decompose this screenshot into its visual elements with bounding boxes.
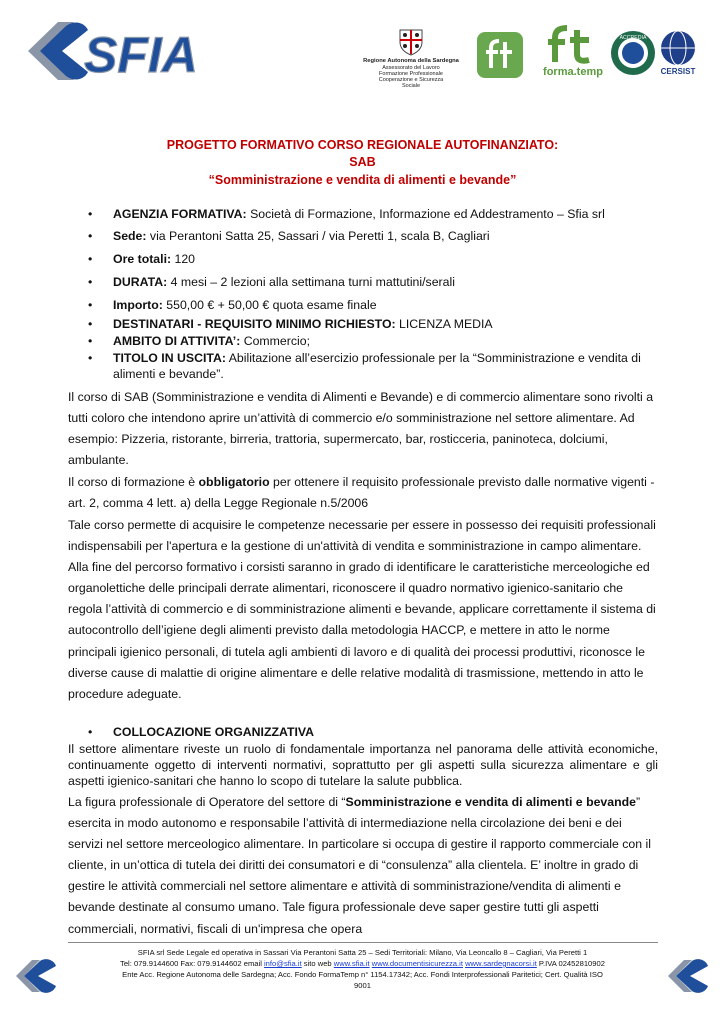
bullet-icon: • <box>88 317 93 331</box>
footer-address: SFIA srl Sede Legale ed operativa in Sassari Via Perantoni Satta 25 – Sedi Territoriali: Milano, Via Leoncallo 8 – Cagliari, Via Peretti 1 <box>137 948 588 957</box>
ras-logo <box>355 28 467 90</box>
bullet-icon: • <box>88 229 93 243</box>
footer-web-link-sfia[interactable]: www.sfia.it <box>333 959 370 968</box>
bullet-icon: • <box>88 351 93 365</box>
footer-sfia-right-icon <box>664 952 712 1000</box>
accredia-seal-icon <box>610 30 656 76</box>
intro-paragraph: Il corso di SAB (Somministrazione e vendita di Alimenti e Bevande) e di commercio alimentare sono rivolti a tutti coloro che intendono aprire un’attività di commercio e/o somministrazione nel settore alimentare. Ad esempio: Pizzeria, ristorante, birreria, trattoria, supermercato, bar, rosticceria, paninoteca, dolciumi, ambulante. <box>68 390 654 468</box>
bullet-icon: • <box>88 275 93 289</box>
footer-sfia-left-icon <box>12 952 60 1000</box>
title-line-3: “Somministrazione e vendita di alimenti e bevande” <box>208 173 517 187</box>
formatemp-icon <box>543 24 603 64</box>
ras-subtitle: Assessorato del Lavoro Formazione Professionale Cooperazione e Sicurezza Sociale <box>378 65 444 89</box>
requirement-paragraph: Il corso di formazione è obbligatorio per ottenere il requisito professionale previsto dalle normative vigenti - art. 2, comma 4 lett. a) della Legge Regionale n.5/2006 <box>68 475 655 511</box>
formatemp-logo <box>540 24 606 86</box>
ras-title: Regione Autonoma della Sardegna <box>363 58 459 64</box>
footer-web-link-documentisicurezza[interactable]: www.documentisicurezza.it <box>371 959 463 968</box>
footer-web-link-sardegnacorsi[interactable]: www.sardegnacorsi.it <box>465 959 537 968</box>
accredia-text: ACCREDIA <box>619 35 647 41</box>
footer-email-link[interactable]: info@sfia.it <box>264 959 302 968</box>
footer-divider <box>68 942 658 943</box>
collocazione-heading: COLLOCAZIONE ORGANIZZATIVA <box>113 725 315 739</box>
ft-logo <box>477 32 523 78</box>
ras-shield-icon <box>398 28 424 56</box>
course-info-list: • AGENZIA FORMATIVA: Società di Formazione, Informazione ed Addestramento – Sfia srl • Sede: via Perantoni Satta 25, Sassari / via Peretti 1, scala B, Cagliari • Ore totali: 120 • DURATA: 4 mesi – 2 lezioni alla settimana turni mattutini/serali • Importo: 550,00 € + 50,00 € quota esame finale • DESTINATARI - REQUISITO MINIMO RICHIESTO: LICENZA MEDIA • AMBITO DI ATTIVITA’: Commercio; • TITOLO IN USCITA: Abilitazione all’esercizio professionale per la “Somministrazione e vendita di alimenti e bevande”. <box>88 207 641 381</box>
footer-iso: 9001 <box>354 981 371 990</box>
cersist-globe-icon <box>660 30 696 66</box>
profile-paragraph: La figura professionale di Operatore del settore di “Somministrazione e vendita di alimenti e bevande” esercita in modo autonomo e responsabile l’attività di intermediazione nella circolazione dei beni e dei servizi nel settore merceologico alimentare. In particolare si occupa di gestire il rapporto commerciale con il cliente, in un’ottica di tutela dei diritti dei consumatori e di “consulenza” alla clientela. E’ inoltre in grado di gestire le attività commerciali nel settore alimentare e attività di somministrazione/vendita di alimenti e bevande destinate al consumo umano. Tale figura professionale deve saper gestire tutti gli aspetti commerciali, normativi, fiscali di un'impresa che opera <box>68 795 651 935</box>
bullet-icon: • <box>88 207 93 221</box>
formatemp-text: forma.temp <box>543 66 603 78</box>
footer-accreditations: Ente Acc. Regione Autonoma delle Sardegna; Acc. Fondo FormaTemp n° 1154.17342; Acc. Fondi Interprofessionali Paritetici; Cert. Qualità ISO <box>122 970 603 979</box>
footer-contacts: Tel: 079.9144600 Fax: 079.9144602 email info@sfia.it sito web www.sfia.it www.documentisicurezza.it www.sardegnacorsi.it P.IVA 02452810902 <box>120 959 605 968</box>
cersist-logo <box>658 30 698 88</box>
cersist-text: CERSIST <box>660 67 696 76</box>
ft-logo-icon <box>477 32 523 78</box>
title-line-2: SAB <box>349 155 376 169</box>
bullet-icon: • <box>88 252 93 266</box>
title-line-1: PROGETTO FORMATIVO CORSO REGIONALE AUTOFINANZIATO: <box>166 138 559 152</box>
sector-paragraph: Il settore alimentare riveste un ruolo di fondamentale importanza nel panorama delle attività economiche, continuamente oggetto di interventi normativi, soprattutto per gli aspetti sulla sicurezza alimentare e gli aspetti igienico-sanitari che hanno lo scopo di tutelare la salute pubblica. <box>68 742 658 788</box>
bullet-icon: • <box>88 725 93 739</box>
sfia-logo <box>22 14 218 88</box>
bullet-icon: • <box>88 334 93 348</box>
competences-paragraph: Tale corso permette di acquisire le competenze necessarie per essere in possesso dei requisiti professionali indispensabili per l'apertura e la gestione di un'attività di vendita e somministrazione in campo alimentare. Alla fine del percorso formativo i corsisti saranno in grado di identificare le caratteristiche merceologiche ed organolettiche delle principali derrate alimentari, riconoscere il quadro normativo igienico-sanitario che regola l’attività di commercio e di somministrazione alimenti e bevande, applicare correttamente il sistema di autocontrollo dell’igiene degli alimenti previsto dalla metodologia HACCP, e mettere in atto le norme principali igienico personali, di tutela agli ambienti di lavoro e di qualità dei processi produttivi, riconosce le diverse cause di malattie di origine alimentare e delle relative modalità di trasmissione, mettendo in atto le procedure adeguate. <box>68 518 656 701</box>
sfia-logo-text: SFIA <box>84 27 198 83</box>
bullet-icon: • <box>88 298 93 312</box>
